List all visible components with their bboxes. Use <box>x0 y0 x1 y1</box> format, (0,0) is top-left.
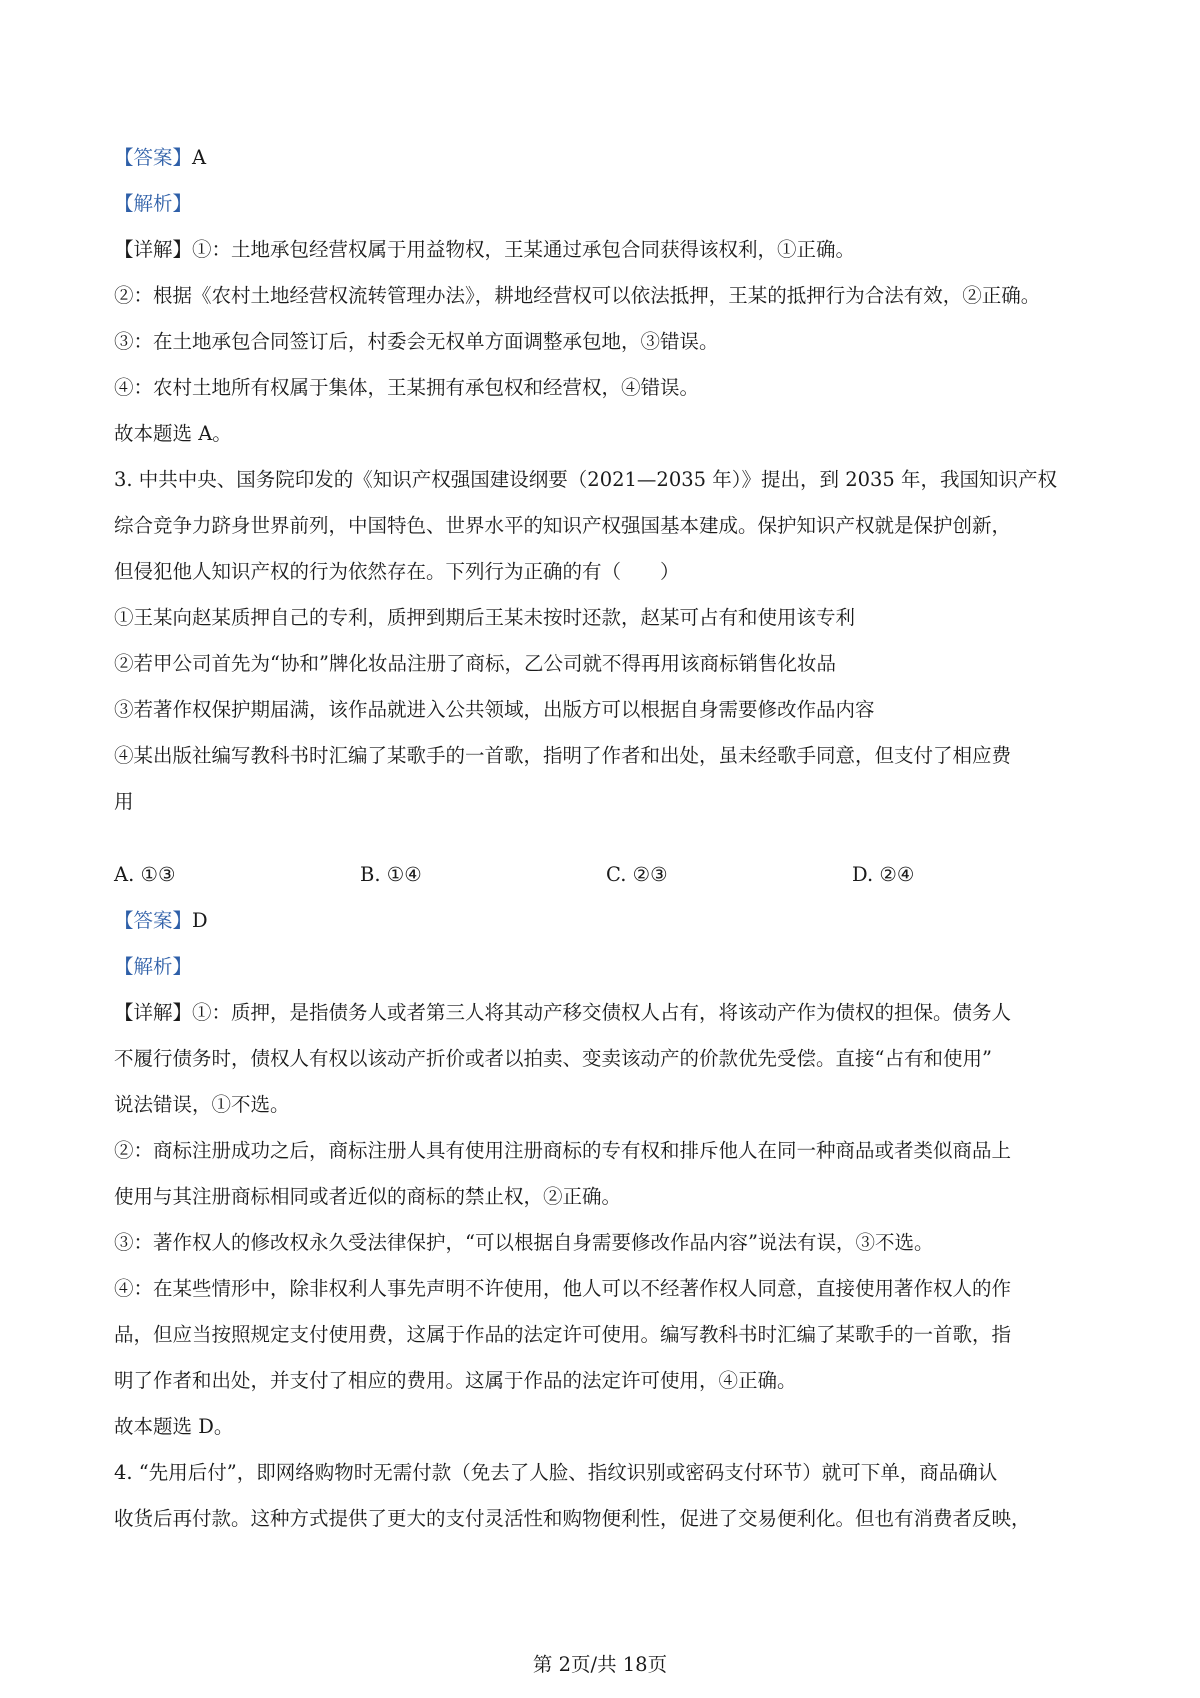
detail-line: 使用与其注册商标相同或者近似的商标的禁止权，②正确。 <box>114 1185 622 1208</box>
answer-line <box>114 143 1114 173</box>
question-stem-line: 综合竞争力跻身世界前列，中国特色、世界水平的知识产权强国基本建成。保护知识产权就是保护创新， <box>114 514 1012 537</box>
detail-line: 品，但应当按照规定支付使用费，这属于作品的法定许可使用。编写教科书时汇编了某歌手的一首歌，指 <box>114 1323 1012 1346</box>
answer-value: A <box>192 146 207 169</box>
option-c: C. ②③ <box>606 863 668 886</box>
detail-line: ③：在土地承包合同签订后，村委会无权单方面调整承包地，③错误。 <box>114 330 719 353</box>
detail-line: 明了作者和出处，并支付了相应的费用。这属于作品的法定许可使用，④正确。 <box>114 1369 797 1392</box>
detail-line: ②：根据《农村土地经营权流转管理办法》，耕地经营权可以依法抵押，王某的抵押行为合法有效，②正确。 <box>114 284 1041 307</box>
option-d: D. ②④ <box>852 863 915 886</box>
option-a: A. ①③ <box>114 863 176 886</box>
statement-line: ①王某向赵某质押自己的专利，质押到期后王某未按时还款，赵某可占有和使用该专利 <box>114 606 856 629</box>
detail-line <box>114 998 1114 1028</box>
question-stem-line: 4. “先用后付”，即网络购物时无需付款（免去了人脸、指纹识别或密码支付环节）就可下单，商品确认 <box>114 1461 998 1484</box>
answer-value: D <box>192 909 208 932</box>
page-footer: 第 2页/共 18页 <box>532 1653 668 1676</box>
question-stem-line: 收货后再付款。这种方式提供了更大的支付灵活性和购物便利性，促进了交易便利化。但也有消费者反映， <box>114 1507 1031 1530</box>
detail-text: ①：质押，是指债务人或者第三人将其动产移交债权人占有，将该动产作为债权的担保。债务人 <box>192 1001 1012 1024</box>
answer-line <box>114 906 1114 936</box>
detail-text: ①：土地承包经营权属于用益物权，王某通过承包合同获得该权利，①正确。 <box>192 238 856 261</box>
question-stem-line: 3. 中共中央、国务院印发的《知识产权强国建设纲要（2021—2035 年）》提出，到 2035 年，我国知识产权 <box>114 468 1058 491</box>
detail-tag: 【详解】 <box>114 1001 193 1024</box>
detail-line: ②：商标注册成功之后，商标注册人具有使用注册商标的专有权和排斥他人在同一种商品或者类似商品上 <box>114 1139 1012 1162</box>
answer-tag: 【答案】 <box>114 146 193 169</box>
question-stem-line: 但侵犯他人知识产权的行为依然存在。下列行为正确的有（ ） <box>114 560 680 583</box>
statement-line: 用 <box>114 790 134 813</box>
statement-line: ②若甲公司首先为“协和”牌化妆品注册了商标，乙公司就不得再用该商标销售化妆品 <box>114 652 836 675</box>
detail-tag: 【详解】 <box>114 238 193 261</box>
detail-line: 不履行债务时，债权人有权以该动产折价或者以拍卖、变卖该动产的价款优先受偿。直接“占有和使用” <box>114 1047 992 1070</box>
statement-line: ④某出版社编写教科书时汇编了某歌手的一首歌，指明了作者和出处，虽未经歌手同意，但支付了相应费 <box>114 744 1012 767</box>
detail-line: ④：农村土地所有权属于集体，王某拥有承包权和经营权，④错误。 <box>114 376 700 399</box>
detail-line: 说法错误，①不选。 <box>114 1093 290 1116</box>
detail-line <box>114 235 1114 265</box>
conclusion-line: 故本题选 A。 <box>114 422 232 445</box>
analysis-tag: 【解析】 <box>114 192 193 215</box>
conclusion-line: 故本题选 D。 <box>114 1415 234 1438</box>
detail-line: ③：著作权人的修改权永久受法律保护，“可以根据自身需要修改作品内容”说法有误，③不选。 <box>114 1231 934 1254</box>
option-b: B. ①④ <box>360 863 422 886</box>
detail-line: ④：在某些情形中，除非权利人事先声明不许使用，他人可以不经著作权人同意，直接使用著作权人的作 <box>114 1277 1012 1300</box>
answer-tag: 【答案】 <box>114 909 193 932</box>
statement-line: ③若著作权保护期届满，该作品就进入公共领域，出版方可以根据自身需要修改作品内容 <box>114 698 875 721</box>
analysis-tag: 【解析】 <box>114 955 193 978</box>
